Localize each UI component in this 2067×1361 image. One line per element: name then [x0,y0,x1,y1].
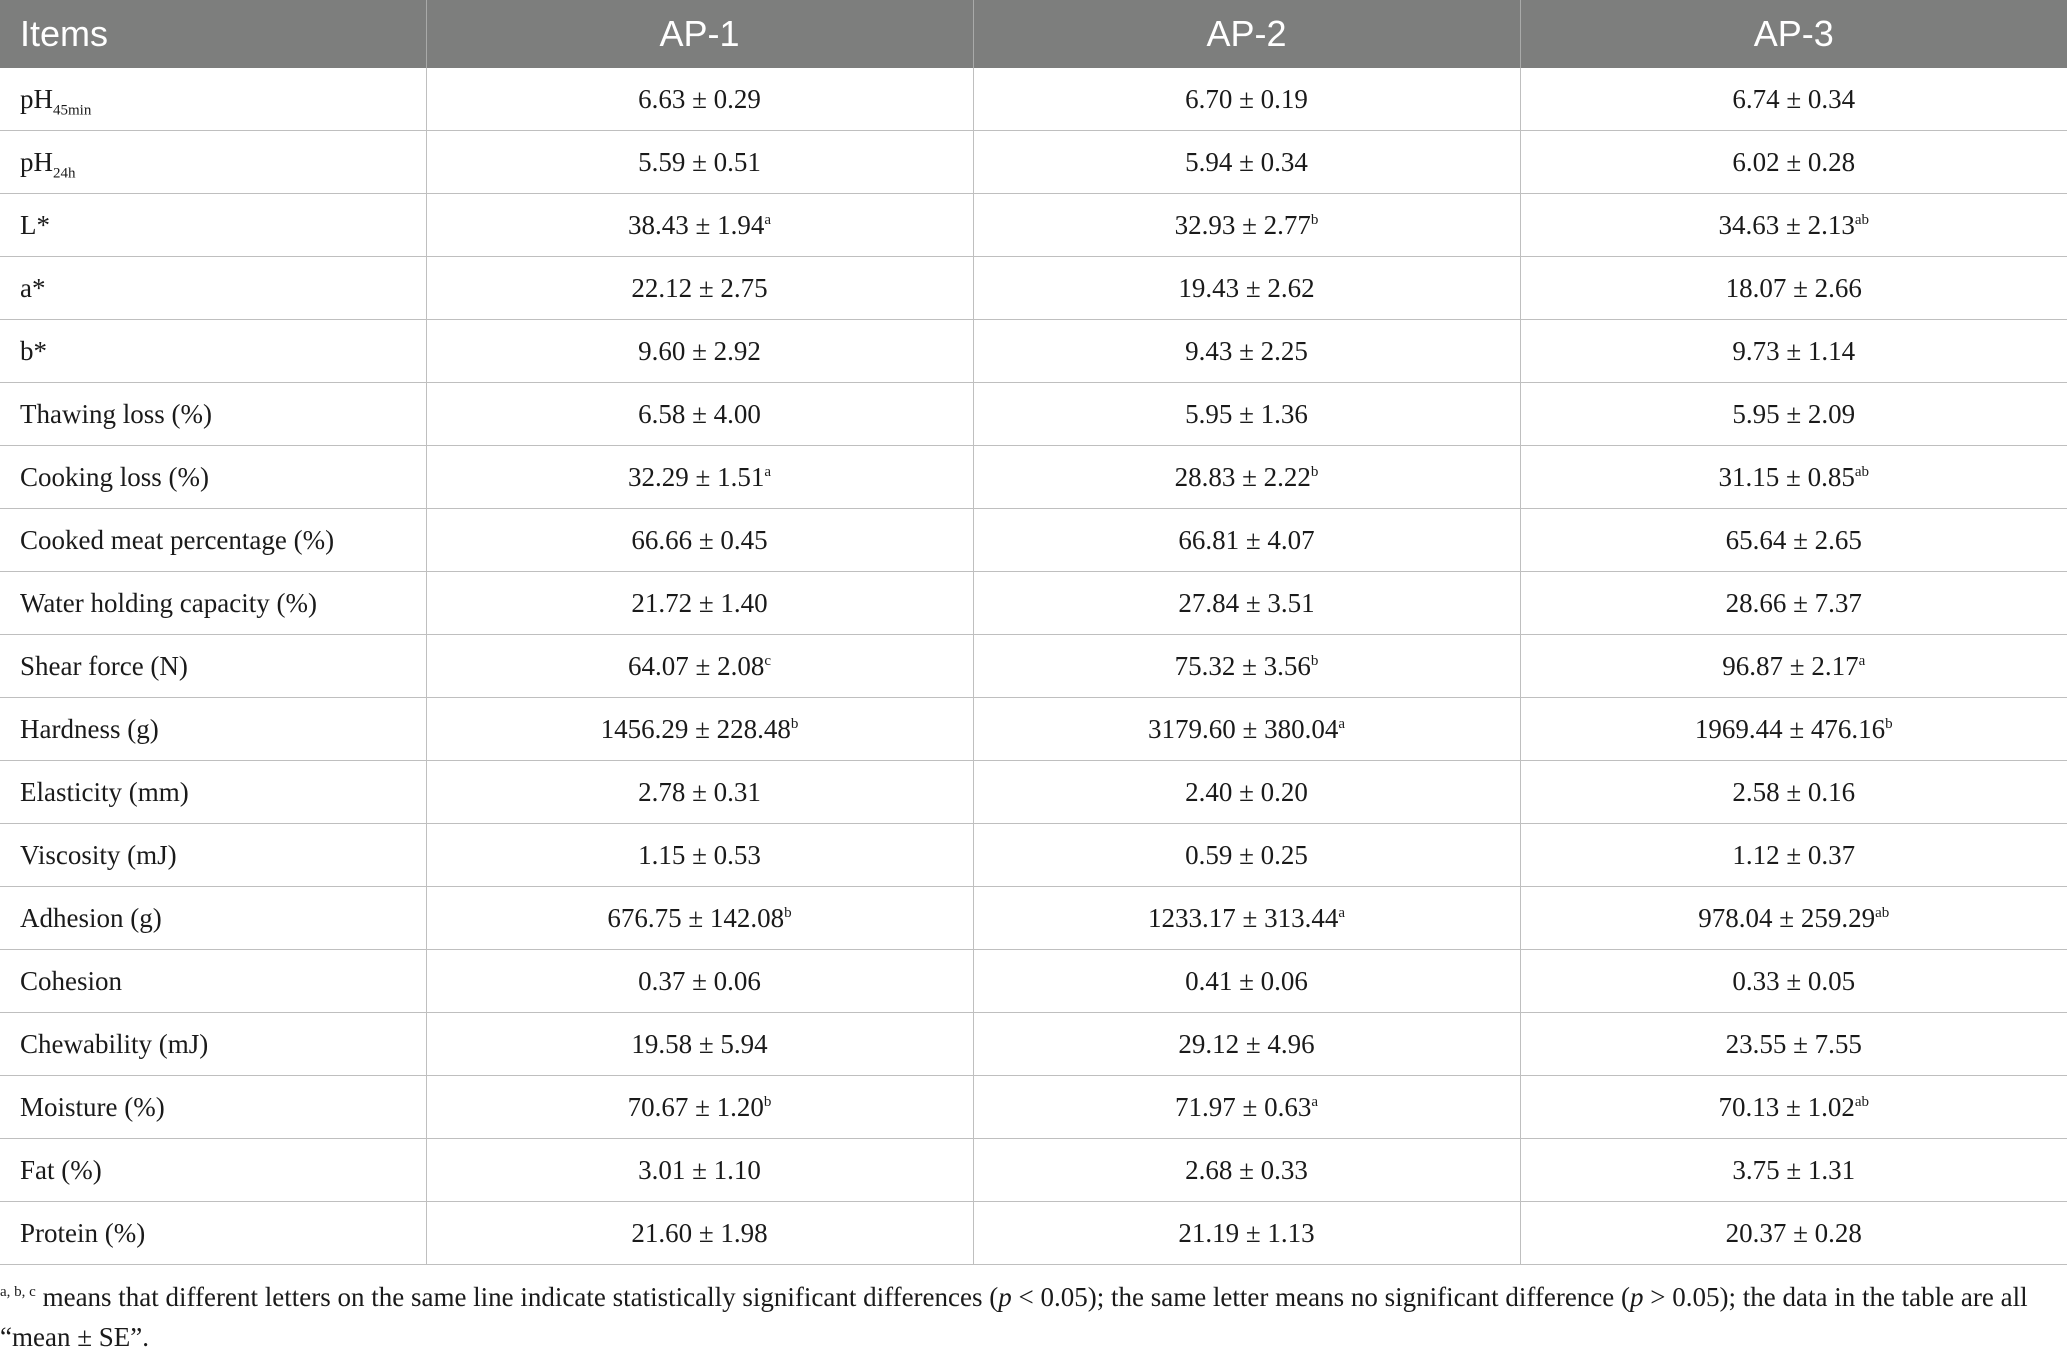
cell-value: 5.95 ± 1.36 [1185,398,1308,429]
cell-ap-1 [426,320,973,383]
row-item-label [0,446,426,509]
cell-value: 1969.44 ± 476.16 [1694,713,1886,744]
row-item-label [0,1076,426,1139]
cell-value: 3.75 ± 1.31 [1732,1154,1856,1185]
table-row [0,194,2067,257]
cell-value: 64.07 ± 2.08 [628,650,765,681]
cell-value: 34.63 ± 2.13 [1718,209,1855,240]
cell-value: 71.97 ± 0.63 [1175,1091,1312,1122]
cell-value: 28.66 ± 7.37 [1725,587,1862,618]
cell-value: 21.72 ± 1.40 [631,587,768,618]
cell-value: 65.64 ± 2.65 [1725,524,1862,555]
cell-value: 6.02 ± 0.28 [1732,146,1856,177]
cell-ap-3 [1520,572,2067,635]
table-row [0,383,2067,446]
item-name: Protein (%) [20,1217,146,1248]
significance-letter: c [764,652,771,669]
cell-ap-1 [426,824,973,887]
footnote-p-symbol-2: p [1630,1282,1644,1312]
cell-value: 3.01 ± 1.10 [638,1154,761,1185]
significance-letter: a [1338,904,1345,921]
significance-letter: a [1311,1093,1318,1110]
row-item-label [0,1139,426,1202]
table-body [0,68,2067,1265]
item-name: Water holding capacity (%) [20,587,317,618]
cell-ap-1 [426,887,973,950]
cell-value: 5.59 ± 0.51 [638,146,761,177]
cell-ap-2 [973,1013,1520,1076]
cell-value: 29.12 ± 4.96 [1178,1028,1315,1059]
cell-value: 96.87 ± 2.17 [1722,650,1859,681]
cell-ap-2 [973,950,1520,1013]
footnote-p-symbol-1: p [998,1282,1012,1312]
cell-value: 18.07 ± 2.66 [1725,272,1862,303]
cell-ap-3 [1520,383,2067,446]
item-name: Thawing loss (%) [20,398,212,429]
cell-ap-1 [426,257,973,320]
table-row [0,698,2067,761]
significance-letter: b [1310,463,1319,480]
row-item-label [0,1013,426,1076]
cell-ap-3 [1520,1202,2067,1265]
cell-ap-2 [973,1202,1520,1265]
table-row [0,320,2067,383]
cell-value: 32.93 ± 2.77 [1174,209,1311,240]
cell-value: 5.95 ± 2.09 [1732,398,1856,429]
cell-ap-3 [1520,824,2067,887]
cell-value: 9.73 ± 1.14 [1732,335,1856,366]
significance-letter: ab [1854,463,1869,480]
cell-ap-2 [973,509,1520,572]
cell-value: 21.60 ± 1.98 [631,1217,768,1248]
cell-value: 2.58 ± 0.16 [1732,776,1856,807]
table-row [0,572,2067,635]
row-item-label [0,761,426,824]
cell-ap-3 [1520,131,2067,194]
cell-ap-1 [426,509,973,572]
footnote-text-1: means that different letters on the same line indicate statistically significant differences ( [35,1282,999,1312]
cell-ap-2 [973,131,1520,194]
significance-letter: ab [1854,211,1869,228]
cell-ap-3 [1520,887,2067,950]
cell-value: 0.59 ± 0.25 [1185,839,1308,870]
cell-ap-3 [1520,761,2067,824]
cell-ap-2 [973,257,1520,320]
cell-ap-2 [973,194,1520,257]
cell-ap-3 [1520,257,2067,320]
cell-ap-2 [973,698,1520,761]
table-footnote [0,1277,2030,1357]
item-name: pH [20,146,53,177]
cell-ap-2 [973,320,1520,383]
cell-value: 9.60 ± 2.92 [638,335,761,366]
item-name: Cooked meat percentage (%) [20,524,335,555]
cell-value: 19.58 ± 5.94 [631,1028,768,1059]
cell-ap-2 [973,1139,1520,1202]
cell-ap-2 [973,635,1520,698]
cell-value: 0.37 ± 0.06 [638,965,761,996]
significance-letter: ab [1854,1093,1869,1110]
cell-ap-3 [1520,1013,2067,1076]
table-row [0,1013,2067,1076]
cell-ap-2 [973,572,1520,635]
cell-value: 31.15 ± 0.85 [1718,461,1855,492]
cell-value: 38.43 ± 1.94 [628,209,765,240]
cell-value: 70.13 ± 1.02 [1718,1091,1855,1122]
significance-letter: b [784,904,792,921]
cell-value: 27.84 ± 3.51 [1178,587,1315,618]
cell-ap-1 [426,68,973,131]
significance-letter: b [1885,715,1893,732]
table-row [0,131,2067,194]
row-item-label [0,68,426,131]
table-header [0,0,2067,68]
table-row [0,509,2067,572]
item-name: b* [20,335,47,366]
item-name: Hardness (g) [20,713,159,744]
cell-value: 6.70 ± 0.19 [1185,83,1308,114]
row-item-label [0,824,426,887]
cell-ap-1 [426,1139,973,1202]
cell-value: 5.94 ± 0.34 [1185,146,1308,177]
table-row [0,446,2067,509]
cell-ap-1 [426,131,973,194]
footnote-text-3: > 0.05); the data in the table are all “mean ± SE”. [0,1282,2028,1352]
row-item-label [0,950,426,1013]
item-subscript: 24h [53,164,76,181]
cell-value: 1.15 ± 0.53 [638,839,761,870]
cell-ap-1 [426,572,973,635]
item-name: a* [20,272,46,303]
row-item-label [0,1202,426,1265]
header-row [0,0,2067,68]
cell-value: 66.66 ± 0.45 [631,524,768,555]
item-name: Shear force (N) [20,650,188,681]
table-row [0,1139,2067,1202]
cell-ap-1 [426,950,973,1013]
cell-ap-1 [426,1202,973,1265]
cell-ap-1 [426,383,973,446]
cell-ap-3 [1520,635,2067,698]
significance-letter: b [790,715,799,732]
cell-value: 6.63 ± 0.29 [638,83,761,114]
cell-ap-1 [426,1013,973,1076]
item-name: Moisture (%) [20,1091,165,1122]
cell-ap-1 [426,761,973,824]
row-item-label [0,572,426,635]
item-name: pH [20,83,53,114]
item-name: L* [20,209,50,240]
cell-ap-3 [1520,1139,2067,1202]
cell-value: 22.12 ± 2.75 [631,272,768,303]
table-row [0,1076,2067,1139]
cell-ap-3 [1520,950,2067,1013]
cell-ap-1 [426,635,973,698]
cell-value: 75.32 ± 3.56 [1174,650,1311,681]
cell-value: 1.12 ± 0.37 [1732,839,1856,870]
significance-letter: a [764,211,771,228]
table-row [0,68,2067,131]
significance-letter: b [763,1093,772,1110]
cell-value: 2.78 ± 0.31 [638,776,761,807]
cell-ap-3 [1520,509,2067,572]
cell-value: 6.74 ± 0.34 [1732,83,1856,114]
table-row [0,1202,2067,1265]
header-items: Items [0,0,426,68]
footnote-superscript: a, b, c [0,1284,36,1300]
item-name: Cooking loss (%) [20,461,209,492]
item-name: Adhesion (g) [20,902,162,933]
header-ap-2: AP-2 [973,0,1520,68]
row-item-label [0,509,426,572]
cell-ap-1 [426,194,973,257]
row-item-label [0,383,426,446]
cell-ap-2 [973,68,1520,131]
table-row [0,761,2067,824]
significance-letter: a [1338,715,1345,732]
cell-value: 2.40 ± 0.20 [1185,776,1308,807]
cell-value: 20.37 ± 0.28 [1725,1217,1862,1248]
cell-value: 66.81 ± 4.07 [1178,524,1315,555]
cell-value: 978.04 ± 259.29 [1698,902,1876,933]
cell-value: 6.58 ± 4.00 [638,398,761,429]
row-item-label [0,698,426,761]
cell-ap-3 [1520,446,2067,509]
row-item-label [0,194,426,257]
item-name: Viscosity (mJ) [20,839,177,870]
cell-value: 676.75 ± 142.08 [607,902,785,933]
cell-value: 28.83 ± 2.22 [1174,461,1311,492]
header-ap-3: AP-3 [1520,0,2067,68]
row-item-label [0,635,426,698]
cell-value: 1233.17 ± 313.44 [1148,902,1339,933]
table-row [0,824,2067,887]
cell-ap-3 [1520,320,2067,383]
item-name: Elasticity (mm) [20,776,189,807]
cell-value: 19.43 ± 2.62 [1178,272,1315,303]
header-ap-1: AP-1 [426,0,973,68]
significance-letter: b [1310,652,1319,669]
cell-ap-2 [973,824,1520,887]
item-name: Cohesion [20,965,123,996]
cell-value: 23.55 ± 7.55 [1725,1028,1862,1059]
significance-letter: a [1858,652,1866,669]
cell-value: 21.19 ± 1.13 [1178,1217,1315,1248]
significance-letter: b [1310,211,1319,228]
cell-ap-2 [973,1076,1520,1139]
cell-value: 0.33 ± 0.05 [1732,965,1856,996]
footnote-text-2: < 0.05); the same letter means no significant difference ( [1011,1282,1631,1312]
cell-ap-2 [973,761,1520,824]
cell-value: 9.43 ± 2.25 [1185,335,1308,366]
cell-ap-1 [426,698,973,761]
table-row [0,257,2067,320]
row-item-label [0,887,426,950]
cell-value: 3179.60 ± 380.04 [1148,713,1339,744]
cell-ap-1 [426,1076,973,1139]
item-subscript: 45min [53,101,92,118]
cell-ap-3 [1520,698,2067,761]
item-name: Fat (%) [20,1154,102,1185]
cell-value: 2.68 ± 0.33 [1185,1154,1308,1185]
cell-ap-2 [973,887,1520,950]
significance-letter: a [764,463,771,480]
row-item-label [0,131,426,194]
cell-ap-2 [973,446,1520,509]
significance-letter: ab [1875,904,1890,921]
cell-ap-3 [1520,68,2067,131]
item-name: Chewability (mJ) [20,1028,209,1059]
row-item-label [0,320,426,383]
cell-value: 70.67 ± 1.20 [627,1091,764,1122]
table-row [0,887,2067,950]
cell-value: 1456.29 ± 228.48 [600,713,791,744]
cell-value: 0.41 ± 0.06 [1185,965,1308,996]
row-item-label [0,257,426,320]
table-row [0,635,2067,698]
cell-ap-2 [973,383,1520,446]
cell-ap-1 [426,446,973,509]
cell-value: 32.29 ± 1.51 [628,461,765,492]
table-row [0,950,2067,1013]
cell-ap-3 [1520,1076,2067,1139]
cell-ap-3 [1520,194,2067,257]
